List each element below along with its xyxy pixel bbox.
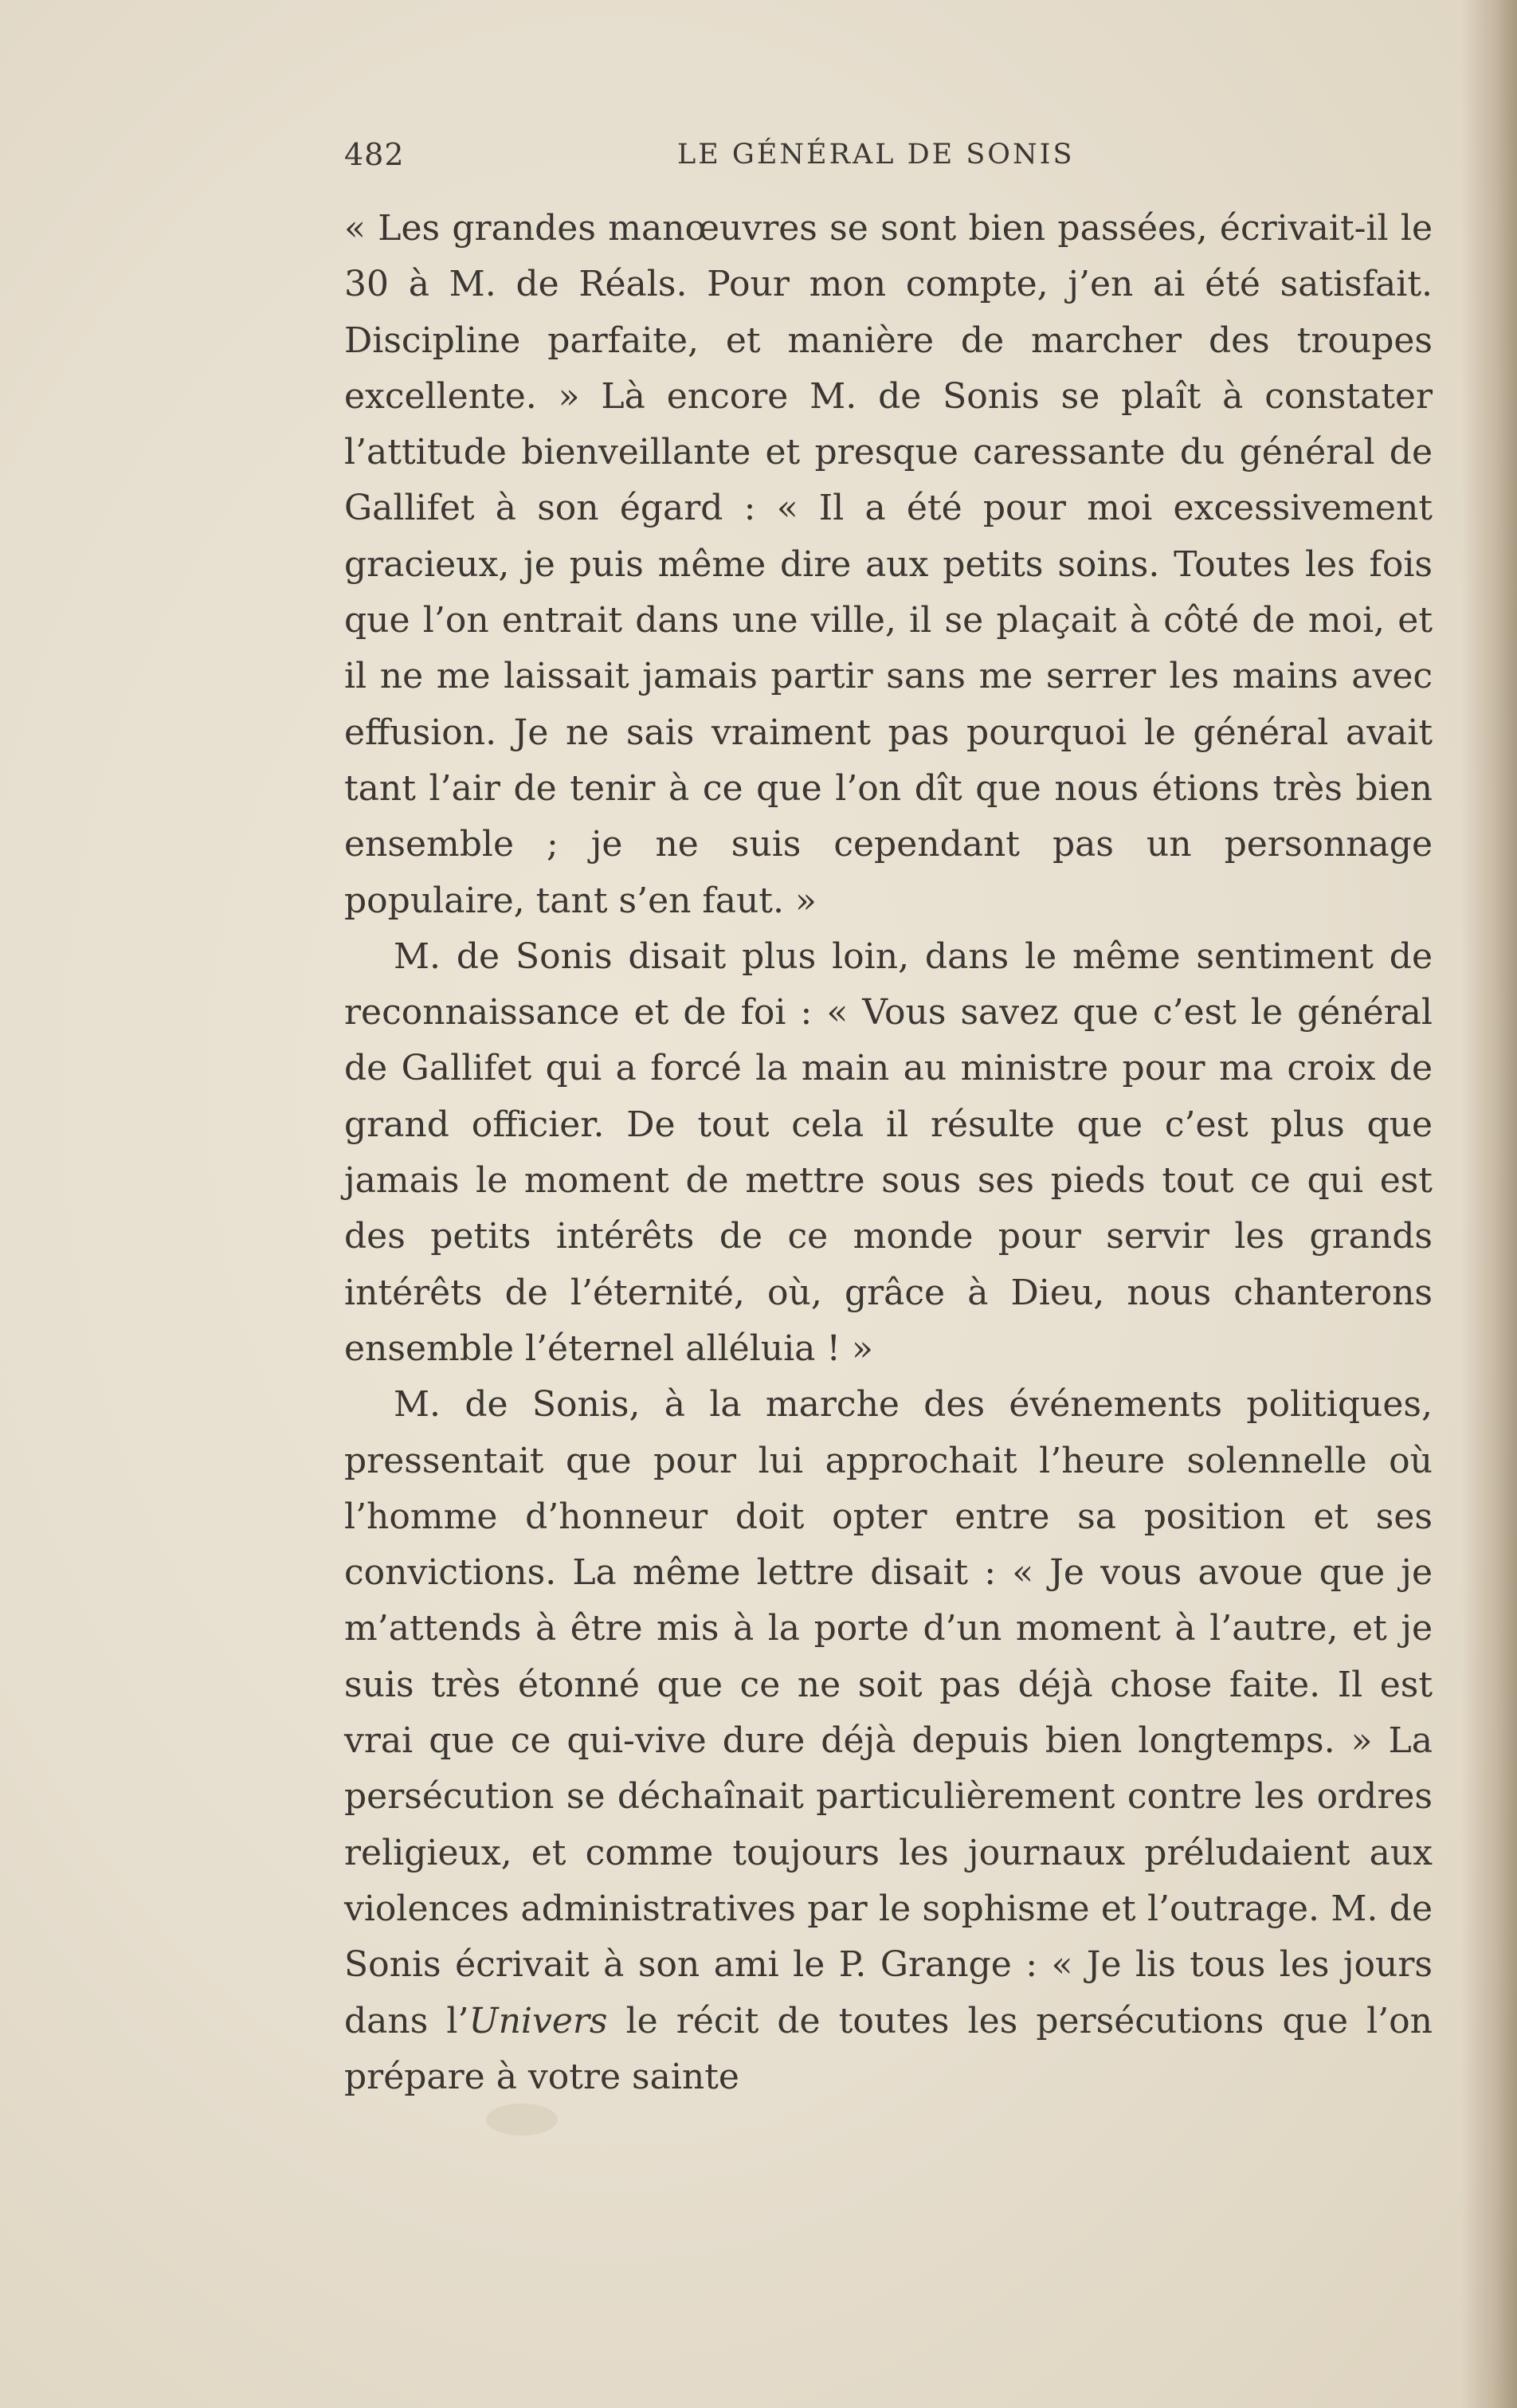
newspaper-title: Univers: [468, 2000, 608, 2041]
page-edge-shadow: [1461, 0, 1517, 2408]
body-text: [344, 201, 1433, 2105]
paragraph-3: [344, 1377, 1433, 2105]
paragraph-3-tail: le récit de toutes les persécutions que l’on prépare à votre sainte: [344, 2000, 1433, 2097]
paragraph-2: M. de Sonis disait plus loin, dans le même sentiment de reconnaissance et de foi : « Vous savez que c’est le général de Gallifet qui a forcé la main au ministre pour ma croix de grand officier. De tout cela il résulte que c’est plus que jamais le moment de mettre sous ses pieds tout ce qui est des petits intérêts de ce monde pour servir les grands intérêts de l’éternité, où, grâce à Dieu, nous chanterons ensemble l’éternel alléluia ! »: [344, 935, 1433, 1369]
paragraph-3-text: M. de Sonis, à la marche des événements politiques, pressentait que pour lui approchait l’heure solennelle où l’homme d’honneur doit opter entre sa position et ses convictions. La même lettre disait : « Je vous avoue que je m’attends à être mis à la porte d’un moment à l’autre, et je suis très étonné que ce ne soit pas déjà chose faite. Il est vrai que ce qui-vive dure déjà depuis bien longtemps. » La persécution se déchaînait particulièrement contre les ordres religieux, et comme toujours les journaux préludaient aux violences administratives par le sophisme et l’outrage. M. de Sonis écrivait à son ami le P. Grange : « Je lis tous les jours dans l’: [344, 1384, 1433, 2041]
running-title: LE GÉNÉRAL DE SONIS: [677, 139, 1075, 171]
running-header: [344, 137, 1433, 177]
paper-stain: [486, 2104, 558, 2135]
paragraph-1: « Les grandes manœuvres se sont bien passées, écrivait-il le 30 à M. de Réals. Pour mon compte, j’en ai été satisfait. Discipline parfaite, et manière de marcher des troupes excellente. » Là encore M. de Sonis se plaît à constater l’attitude bienveillante et presque caressante du général de Gallifet à son égard : « Il a été pour moi excessivement gracieux, je puis même dire aux petits soins. Toutes les fois que l’on entrait dans une ville, il se plaçait à côté de moi, et il ne me laissait jamais partir sans me serrer les mains avec effusion. Je ne sais vraiment pas pourquoi le général avait tant l’air de tenir à ce que l’on dît que nous étions très bien ensemble ; je ne suis cependant pas un personnage populaire, tant s’en faut. »: [344, 208, 1433, 921]
page-number: 482: [344, 137, 405, 172]
